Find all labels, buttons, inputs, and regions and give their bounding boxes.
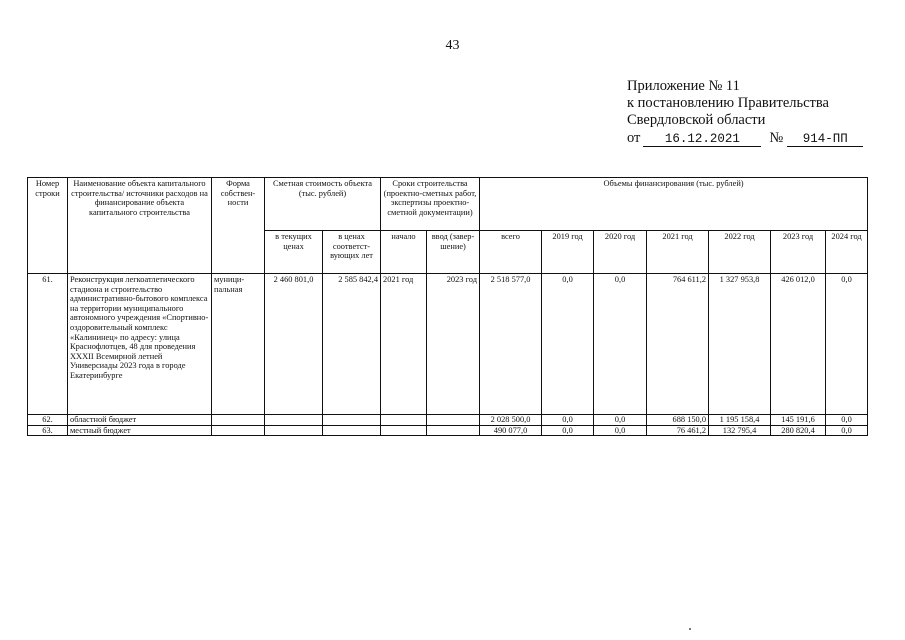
cell-terms-end: 2023 год bbox=[427, 274, 480, 415]
financing-table bbox=[27, 177, 868, 436]
cell-year-2021: 764 611,2 bbox=[647, 274, 709, 415]
appendix-date-number bbox=[627, 130, 863, 147]
cell-year-2020: 0,0 bbox=[594, 425, 647, 436]
cell-cost-current bbox=[265, 425, 323, 436]
cell-terms-end bbox=[427, 425, 480, 436]
header-financing-volumes: Объемы финансирования (тыс. рублей) bbox=[480, 178, 868, 231]
cell-object-name: областной бюджет bbox=[68, 415, 212, 426]
scan-speck bbox=[689, 628, 691, 630]
cell-volume-total: 2 518 577,0 bbox=[480, 274, 542, 415]
header-estimated-cost: Сметная стоимость объекта (тыс. рублей) bbox=[265, 178, 381, 231]
cell-row-number: 62. bbox=[28, 415, 68, 426]
appendix-header bbox=[627, 78, 863, 147]
cell-object-name: Реконструкция легкоатлетического стадиона и строительство административно-бытового комплекса на территории муниципального автономного учреждения «Спортивно-оздоровительный комплекс «Калининец» по адресу: улица Краснофлотцев, 48 для проведения XXXII Всемирной летней Универсиады 2023 года в городе Екатеринбурге bbox=[68, 274, 212, 415]
page-number: 43 bbox=[445, 38, 460, 53]
cell-year-2022: 1 195 158,4 bbox=[709, 415, 771, 426]
cell-terms-start: 2021 год bbox=[381, 274, 427, 415]
cell-object-name: местный бюджет bbox=[68, 425, 212, 436]
cell-ownership bbox=[212, 425, 265, 436]
cell-year-2023: 145 191,6 bbox=[771, 415, 826, 426]
header-terms-start: начало bbox=[381, 231, 427, 274]
cell-terms-start bbox=[381, 425, 427, 436]
cell-row-number: 61. bbox=[28, 274, 68, 415]
cell-ownership bbox=[212, 415, 265, 426]
cell-cost-current: 2 460 801,0 bbox=[265, 274, 323, 415]
cell-year-2023: 280 820,4 bbox=[771, 425, 826, 436]
header-volume-total: всего bbox=[480, 231, 542, 274]
date-label: от bbox=[627, 130, 641, 146]
header-year-2024: 2024 год bbox=[826, 231, 868, 274]
cell-year-2019: 0,0 bbox=[542, 425, 594, 436]
cell-year-2024: 0,0 bbox=[826, 274, 868, 415]
header-terms-end: ввод (завер-шение) bbox=[427, 231, 480, 274]
header-cost-current: в текущих ценах bbox=[265, 231, 323, 274]
table-row bbox=[28, 425, 868, 436]
cell-volume-total: 490 077,0 bbox=[480, 425, 542, 436]
header-year-2022: 2022 год bbox=[709, 231, 771, 274]
cell-ownership: муници-пальная bbox=[212, 274, 265, 415]
cell-year-2024: 0,0 bbox=[826, 425, 868, 436]
cell-year-2022: 1 327 953,8 bbox=[709, 274, 771, 415]
date-value: 16.12.2021 bbox=[643, 132, 761, 147]
cell-year-2019: 0,0 bbox=[542, 274, 594, 415]
cell-year-2022: 132 795,4 bbox=[709, 425, 771, 436]
number-label: № bbox=[769, 130, 784, 146]
cell-year-2021: 688 150,0 bbox=[647, 415, 709, 426]
cell-year-2023: 426 012,0 bbox=[771, 274, 826, 415]
header-year-2019: 2019 год bbox=[542, 231, 594, 274]
cell-cost-years bbox=[323, 425, 381, 436]
appendix-resolution-ref: к постановлению Правительства bbox=[627, 95, 829, 111]
cell-terms-start bbox=[381, 415, 427, 426]
cell-terms-end bbox=[427, 415, 480, 426]
appendix-region: Свердловской области bbox=[627, 112, 766, 128]
table-row bbox=[28, 415, 868, 426]
cell-volume-total: 2 028 500,0 bbox=[480, 415, 542, 426]
header-year-2020: 2020 год bbox=[594, 231, 647, 274]
header-object-name: Наименование объекта капитального строительства/ источники расходов на финансирование объекта капитального строительства bbox=[68, 178, 212, 274]
cell-year-2020: 0,0 bbox=[594, 415, 647, 426]
header-year-2021: 2021 год bbox=[647, 231, 709, 274]
header-construction-terms: Сроки строительства (проектно-сметных работ, экспертизы проектно-сметной документации) bbox=[381, 178, 480, 231]
table-row bbox=[28, 274, 868, 415]
cell-cost-years bbox=[323, 415, 381, 426]
appendix-title: Приложение № 11 bbox=[627, 78, 740, 94]
header-row-number: Номер строки bbox=[28, 178, 68, 274]
cell-row-number: 63. bbox=[28, 425, 68, 436]
cell-year-2019: 0,0 bbox=[542, 415, 594, 426]
cell-cost-years: 2 585 842,4 bbox=[323, 274, 381, 415]
cell-cost-current bbox=[265, 415, 323, 426]
cell-year-2021: 76 461,2 bbox=[647, 425, 709, 436]
cell-year-2020: 0,0 bbox=[594, 274, 647, 415]
number-value: 914-ПП bbox=[787, 132, 863, 147]
cell-year-2024: 0,0 bbox=[826, 415, 868, 426]
header-ownership: Форма собствен-ности bbox=[212, 178, 265, 274]
header-year-2023: 2023 год bbox=[771, 231, 826, 274]
header-cost-years: в ценах соответст-вующих лет bbox=[323, 231, 381, 274]
